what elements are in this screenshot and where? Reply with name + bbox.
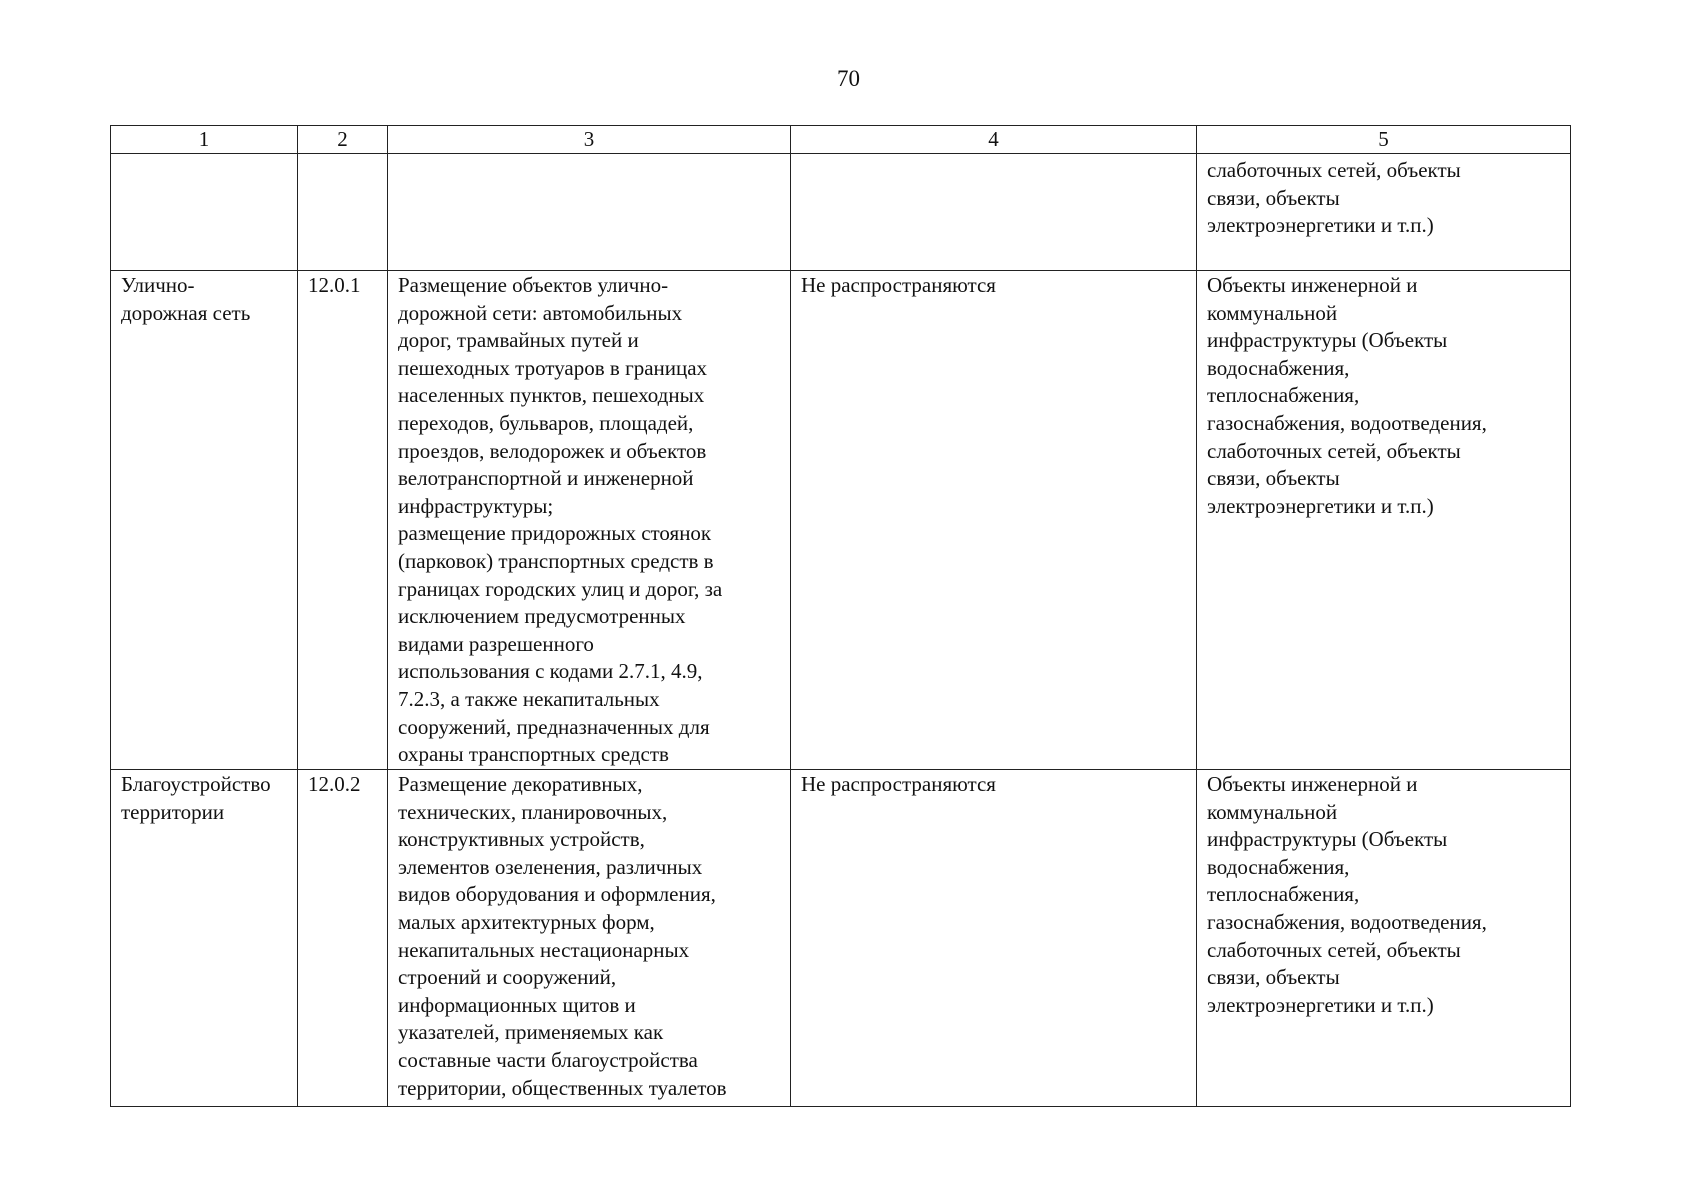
cell-restrictions [791,271,1197,770]
text-line: электроэнергетики и т.п.) [1207,992,1434,1017]
text-line: теплоснабжения, [1207,882,1360,907]
text-line: электроэнергетики и т.п.) [1207,213,1434,238]
text-line: составные части благоустройства [398,1047,698,1072]
text-line: строений и сооружений, [398,965,617,990]
cell-related-objects [1197,271,1571,770]
text-line: Благоустройство [121,772,271,796]
text-line: связи, объекты [1207,185,1340,210]
text-line: дорожная сеть [121,300,251,325]
text-line: водоснабжения, [1207,854,1350,879]
text-line: дорог, трамвайных путей и [398,328,639,353]
cell-description [388,271,791,770]
cell-related-objects [1197,154,1571,271]
cell-name [111,271,298,770]
text-line: территории [121,799,225,824]
table-header-row [111,126,1571,154]
header-col-1: 1 [111,126,298,154]
text-line: слаботочных сетей, объекты [1207,158,1461,182]
cell-name [111,154,298,271]
header-col-4: 4 [791,126,1197,154]
text-line: Улично- [121,273,195,297]
text-line: элементов озеленения, различных [398,854,703,879]
text-line: связи, объекты [1207,466,1340,491]
land-use-table [110,125,1571,1107]
text-line: сооружений, предназначенных для [398,714,710,739]
text-line: газоснабжения, водоотведения, [1207,909,1487,934]
text-line: переходов, бульваров, площадей, [398,410,694,435]
text-line: слаботочных сетей, объекты [1207,937,1461,962]
text-line: территории, общественных туалетов [398,1075,727,1100]
cell-restrictions [791,770,1197,1107]
text-line: 7.2.3, а также некапитальных [398,686,660,711]
text-line: технических, планировочных, [398,799,668,824]
table-row [111,770,1571,1107]
text-line: указателей, применяемых как [398,1020,664,1045]
text-line: теплоснабжения, [1207,383,1360,408]
text-line: конструктивных устройств, [398,827,645,852]
code-text: 12.0.1 [308,273,361,297]
text-line: дорожной сети: автомобильных [398,300,683,325]
text-line: размещение придорожных стоянок [398,521,712,546]
text-line: коммунальной [1207,799,1338,824]
text-line: водоснабжения, [1207,355,1350,380]
text-line: населенных пунктов, пешеходных [398,383,705,408]
cell-code [298,154,388,271]
cell-description [388,154,791,271]
text-line: некапитальных нестационарных [398,937,690,962]
text-line: использования с кодами 2.7.1, 4.9, [398,659,703,684]
text-line: (парковок) транспортных средств в [398,548,714,573]
code-text: 12.0.2 [308,772,361,796]
text-line: газоснабжения, водоотведения, [1207,410,1487,435]
text-line: связи, объекты [1207,965,1340,990]
text-line: Не распространяются [801,273,996,297]
cell-related-objects [1197,770,1571,1107]
text-line: пешеходных тротуаров в границах [398,355,708,380]
text-line: информационных щитов и [398,992,636,1017]
text-line: велотранспортной и инженерной [398,466,694,491]
cell-code [298,271,388,770]
text-line: Объекты инженерной и [1207,772,1418,796]
text-line: Размещение объектов улично- [398,273,669,297]
text-line: охраны транспортных средств [398,742,669,767]
text-line: видами разрешенного [398,631,594,656]
text-line: электроэнергетики и т.п.) [1207,493,1434,518]
text-line: границах городских улиц и дорог, за [398,576,723,601]
text-line: инфраструктуры (Объекты [1207,328,1448,353]
page-number: 70 [837,66,860,91]
text-line: инфраструктуры (Объекты [1207,827,1448,852]
text-line: Объекты инженерной и [1207,273,1418,297]
cell-description [388,770,791,1107]
text-line: Размещение декоративных, [398,772,643,796]
cell-name [111,770,298,1107]
table-row [111,271,1571,770]
cell-restrictions [791,154,1197,271]
text-line: проездов, велодорожек и объектов [398,438,707,463]
header-col-2: 2 [298,126,388,154]
text-line: видов оборудования и оформления, [398,882,716,907]
table-row-continuation [111,154,1571,271]
text-line: Не распространяются [801,772,996,796]
text-line: малых архитектурных форм, [398,909,655,934]
text-line: исключением предусмотренных [398,604,686,629]
text-line: коммунальной [1207,300,1338,325]
text-line: слаботочных сетей, объекты [1207,438,1461,463]
text-line: инфраструктуры; [398,493,554,518]
header-col-5: 5 [1197,126,1571,154]
cell-code [298,770,388,1107]
header-col-3: 3 [388,126,791,154]
